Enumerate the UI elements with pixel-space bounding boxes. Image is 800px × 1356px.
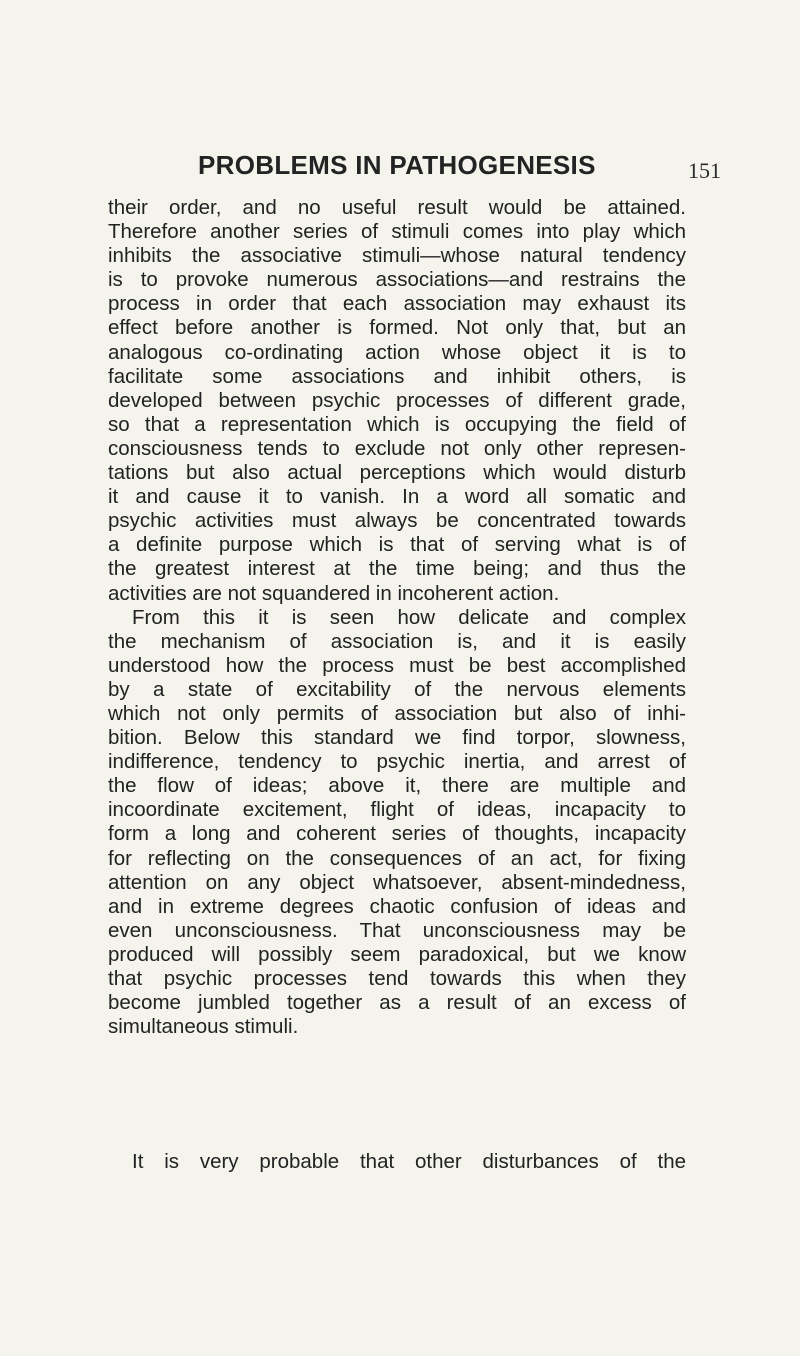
running-head xyxy=(198,150,758,190)
text-line: become jumbled together as a result of an excess of xyxy=(108,991,686,1015)
text-line: that psychic processes tend towards this when they xyxy=(108,967,686,990)
text-line: consciousness tends to exclude not only other represen- xyxy=(108,436,686,460)
text-line: effect before another is formed. Not only that, but an xyxy=(108,316,686,340)
text-line: Therefore another series of stimuli comes into play which xyxy=(108,220,686,244)
text-line: simultaneous stimuli. xyxy=(108,1015,299,1039)
text-line: their order, and no useful result would be attained. xyxy=(108,196,686,219)
running-title: PROBLEMS IN PATHOGENESIS xyxy=(198,150,596,180)
body-text xyxy=(108,196,686,1039)
text-line: so that a representation which is occupying the field of xyxy=(108,412,686,436)
text-line: process in order that each association may exhaust its xyxy=(108,292,686,316)
text-line: produced will possibly seem paradoxical, but we know xyxy=(108,942,686,966)
text-line: and in extreme degrees chaotic confusion of ideas and xyxy=(108,894,686,918)
text-line: bition. Below this standard we find torpor, slowness, xyxy=(108,726,686,750)
text-line: a definite purpose which is that of serving what is of xyxy=(108,533,686,557)
text-line: even unconsciousness. That unconsciousness may be xyxy=(108,918,686,942)
text-line: facilitate some associations and inhibit others, is xyxy=(108,364,686,388)
text-line: for reflecting on the consequences of an act, for fixing xyxy=(108,846,686,870)
text-line: incoordinate excitement, flight of ideas, incapacity to xyxy=(108,798,686,822)
text-line: developed between psychic processes of different grade, xyxy=(108,388,686,412)
text-line: it and cause it to vanish. In a word all somatic and xyxy=(108,485,686,509)
text-line: understood how the process must be best accomplished xyxy=(108,653,686,677)
text-line: inhibits the associative stimuli—whose natural tendency xyxy=(108,244,686,268)
text-line: is to provoke numerous associations—and restrains the xyxy=(108,268,686,292)
new-paragraph-line: It is very probable that other disturbances of the xyxy=(132,1150,686,1173)
text-line: tations but also actual perceptions which would disturb xyxy=(108,461,686,485)
text-line: indifference, tendency to psychic inertia, and arrest of xyxy=(108,750,686,774)
text-line: attention on any object whatsoever, absent-mindedness, xyxy=(108,870,686,894)
page-number: 151 xyxy=(688,158,721,183)
text-line: the flow of ideas; above it, there are multiple and xyxy=(108,774,686,798)
text-line: the mechanism of association is, and it is easily xyxy=(108,629,686,653)
text-line: the greatest interest at the time being; and thus the xyxy=(108,557,686,581)
text-line: form a long and coherent series of thoughts, incapacity xyxy=(108,822,686,846)
text-line: analogous co-ordinating action whose object it is to xyxy=(108,340,686,364)
text-line: activities are not squandered in incoherent action. xyxy=(108,581,560,605)
text-line: which not only permits of association but also of inhi- xyxy=(108,701,686,725)
text-line: by a state of excitability of the nervous elements xyxy=(108,677,686,701)
paragraph-first-line: From this it is seen how delicate and complex xyxy=(132,605,686,629)
text-line: psychic activities must always be concentrated towards xyxy=(108,509,686,533)
